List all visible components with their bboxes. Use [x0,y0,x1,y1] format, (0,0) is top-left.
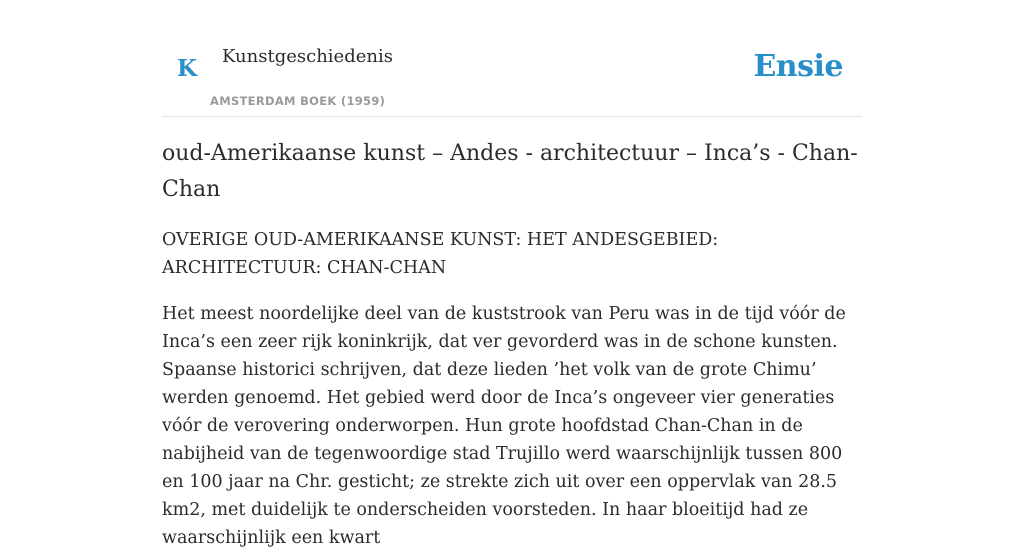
article-title: oud-Amerikaanse kunst – Andes - architectuur – Inca’s - Chan-Chan [162,141,858,202]
page-header [162,0,862,117]
article-body: Het meest noordelijke deel van de kuststrook van Peru was in de tijd vóór de Inca’s een zeer rijk koninkrijk, dat ver gevorderd was in de schone kunsten. Spaanse historici schrijven, dat deze lieden ’het volk van de grote Chimu’ werden genoemd. Het gebied werd door de Inca’s ongeveer vier generaties vóór de verovering onderworpen. Hun grote hoofdstad Chan-Chan in de nabijheid van de tegenwoordige stad Trujillo werd waarschijnlijk tussen 800 en 100 jaar na Chr. gesticht; ze strekte zich uit over een oppervlak van 28.5 km2, met duidelijk te onderscheiden voorsteden. In haar bloeitijd had ze waarschijnlijk een kwart [162,304,846,548]
ensie-logo[interactable]: Ensie [753,49,843,84]
source-label: AMSTERDAM BOEK (1959) [210,94,386,108]
article [162,136,862,552]
article-subtitle: OVERIGE OUD-AMERIKAANSE KUNST: HET ANDESGEBIED: ARCHITECTUUR: CHAN-CHAN [162,230,719,278]
category-link[interactable]: Kunstgeschiedenis [222,46,393,67]
category-k-icon[interactable]: K [177,55,197,82]
